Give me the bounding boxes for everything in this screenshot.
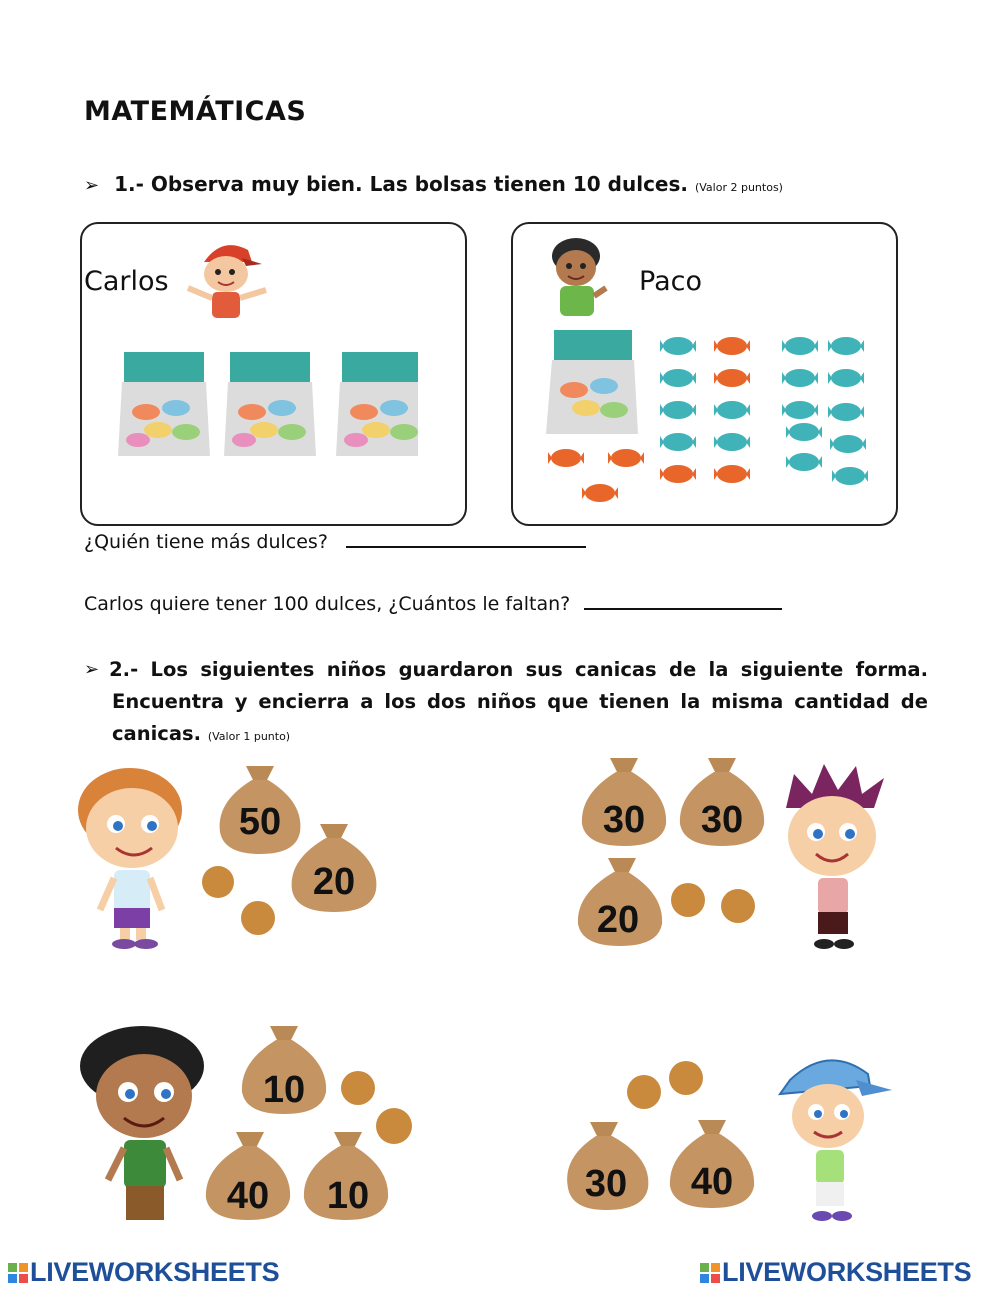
carlos-candy-bags (118, 352, 418, 462)
question-missing-row (84, 592, 782, 615)
money-bag-icon (304, 1132, 388, 1220)
bag-label: 40 (690, 1161, 734, 1203)
candy-bag-icon (546, 330, 638, 434)
money-bag-icon (578, 858, 662, 946)
liveworksheets-logo-icon (8, 1259, 28, 1279)
bag-label: 30 (602, 799, 646, 841)
teal-candy-icons (660, 337, 868, 485)
question-missing-text: Carlos quiere tener 100 dulces, ¿Cuántos le faltan? (84, 593, 571, 615)
question-2 (84, 654, 928, 753)
logo-left-text: LIVEWORKSHEETS (30, 1257, 280, 1287)
marble-icon (669, 1061, 703, 1095)
marble-icon (627, 1075, 661, 1109)
money-bag-icon (220, 766, 301, 854)
money-bag-icon (567, 1122, 648, 1210)
logo-right-text: LIVEWORKSHEETS (722, 1257, 972, 1287)
bag-label: 30 (584, 1163, 628, 1205)
question-2-value: (Valor 1 punto) (207, 730, 291, 743)
bag-label: 20 (312, 861, 356, 903)
candy-bag-icon (224, 352, 316, 456)
candy-bag-icon (336, 352, 418, 456)
marble-icon (721, 889, 755, 923)
liveworksheets-logo-right (700, 1257, 971, 1288)
kid-4-avatar (780, 1060, 892, 1221)
question-1-text: 1.- Observa muy bien. Las bolsas tienen 10 dulces. (114, 172, 688, 196)
kid-2-avatar (786, 764, 884, 949)
question-who-row (84, 530, 586, 553)
kid-2-group[interactable] (572, 754, 924, 954)
bag-label: 10 (326, 1175, 370, 1217)
carlos-name: Carlos (84, 266, 169, 297)
question-2-line2: Encuentra y encierra a los dos niños que tienen la misma cantidad de (112, 690, 928, 713)
answer-missing-field[interactable] (584, 592, 782, 610)
liveworksheets-logo-left (8, 1257, 279, 1288)
kid-1-group[interactable] (66, 762, 396, 952)
kid-3-avatar (80, 1026, 204, 1220)
bullet-arrow-icon: ➢ (84, 659, 100, 680)
bag-label: 20 (596, 899, 640, 941)
kid-4-group[interactable] (566, 1044, 918, 1230)
money-bag-icon (206, 1132, 290, 1220)
kid-1-avatar (78, 768, 182, 949)
bullet-arrow-icon: ➢ (84, 175, 100, 196)
money-bag-icon (670, 1120, 754, 1208)
money-bag-icon (292, 824, 377, 912)
candy-bag-icon (118, 352, 210, 456)
question-who-text: ¿Quién tiene más dulces? (84, 531, 328, 553)
question-2-line3: canicas. (112, 722, 202, 745)
marble-icon (241, 901, 275, 935)
kid-3-group[interactable] (76, 1022, 420, 1228)
paco-candies (544, 330, 884, 508)
paco-name: Paco (639, 266, 702, 297)
money-bag-icon (242, 1026, 326, 1114)
liveworksheets-logo-icon (700, 1259, 720, 1279)
answer-who-field[interactable] (346, 530, 586, 548)
marble-icon (341, 1071, 375, 1105)
carlos-avatar (182, 236, 272, 322)
marble-icon (202, 866, 234, 898)
bag-label: 10 (262, 1069, 306, 1111)
bag-label: 30 (700, 799, 744, 841)
marble-icon (671, 883, 705, 917)
money-bag-icon (582, 758, 666, 846)
question-1-value: (Valor 2 puntos) (694, 181, 783, 194)
page-title: MATEMÁTICAS (84, 96, 307, 127)
marble-icon (376, 1108, 412, 1144)
question-1 (84, 168, 783, 204)
question-2-line1: 2.- Los siguientes niños guardaron sus canicas de la siguiente forma. (109, 658, 928, 681)
bag-label: 50 (238, 801, 282, 843)
bag-label: 40 (226, 1175, 270, 1217)
paco-avatar (544, 234, 614, 320)
money-bag-icon (680, 758, 764, 846)
